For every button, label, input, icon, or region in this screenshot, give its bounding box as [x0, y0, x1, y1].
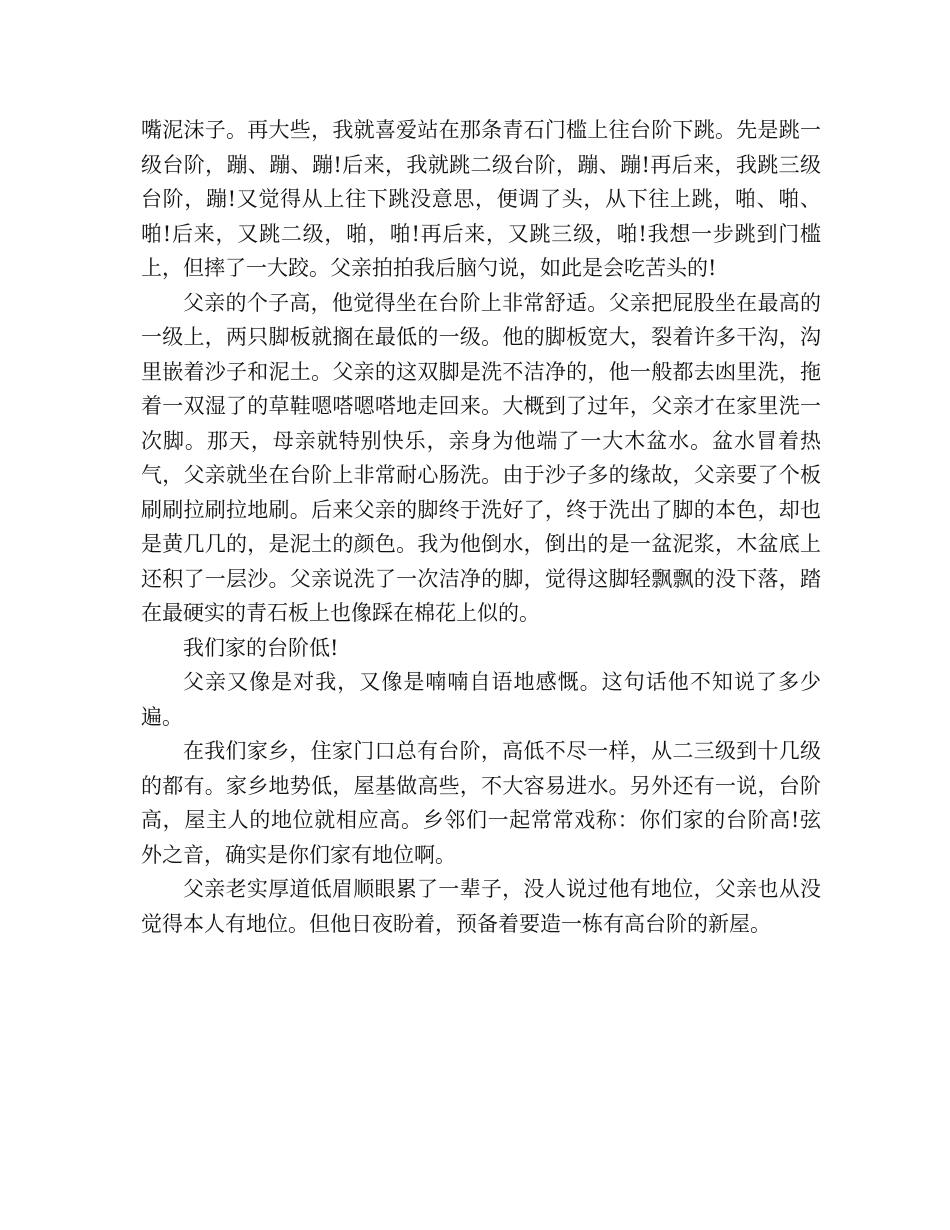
paragraph-low-steps: 我们家的台阶低!	[183, 635, 339, 660]
paragraph-hometown-steps: 在我们家乡，住家门口总有台阶，高低不尽一样，从二三级到十几级的都有。家乡地势低，屋基做高些，不大容易进水。另外还有一说，台阶高，屋主人的地位就相应高。乡邻们一起常常戏称：你们家的台阶高!弦外之音，确实是你们家有地位啊。	[141, 739, 821, 867]
paragraph-father-sigh: 父亲又像是对我，又像是喃喃自语地感慨。这句话他不知说了多少遍。	[141, 670, 821, 729]
article-body	[141, 113, 821, 941]
paragraph-continuation: 嘴泥沫子。再大些，我就喜爱站在那条青石门槛上往台阶下跳。先是跳一级台阶，蹦、蹦、蹦!后来，我就跳二级台阶，蹦、蹦!再后来，我跳三级台阶，蹦!又觉得从上往下跳没意思，便调了头，从下往上跳，啪、啪、啪!后来，又跳二级，啪，啪!再后来，又跳三级，啪!我想一步跳到门槛上，但摔了一大跤。父亲拍拍我后脑勺说，如此是会吃苦头的!	[141, 118, 821, 280]
paragraph-father-hope: 父亲老实厚道低眉顺眼累了一辈子，没人说过他有地位，父亲也从没觉得本人有地位。但他日夜盼着，预备着要造一栋有高台阶的新屋。	[141, 877, 821, 936]
paragraph-father-feet: 父亲的个子高，他觉得坐在台阶上非常舒适。父亲把屁股坐在最高的一级上，两只脚板就搁在最低的一级。他的脚板宽大，裂着许多干沟，沟里嵌着沙子和泥土。父亲的这双脚是洗不洁净的，他一般都去凼里洗，拖着一双湿了的草鞋嗯嗒嗯嗒地走回来。大概到了过年，父亲才在家里洗一次脚。那天，母亲就特别快乐，亲身为他端了一大木盆水。盆水冒着热气，父亲就坐在台阶上非常耐心肠洗。由于沙子多的缘故，父亲要了个板刷刷拉刷拉地刷。后来父亲的脚终于洗好了，终于洗出了脚的本色，却也是黄几几的，是泥土的颜色。我为他倒水，倒出的是一盆泥浆，木盆底上还积了一层沙。父亲说洗了一次洁净的脚，觉得这脚轻飘飘的没下落，踏在最硬实的青石板上也像踩在棉花上似的。	[141, 290, 821, 625]
